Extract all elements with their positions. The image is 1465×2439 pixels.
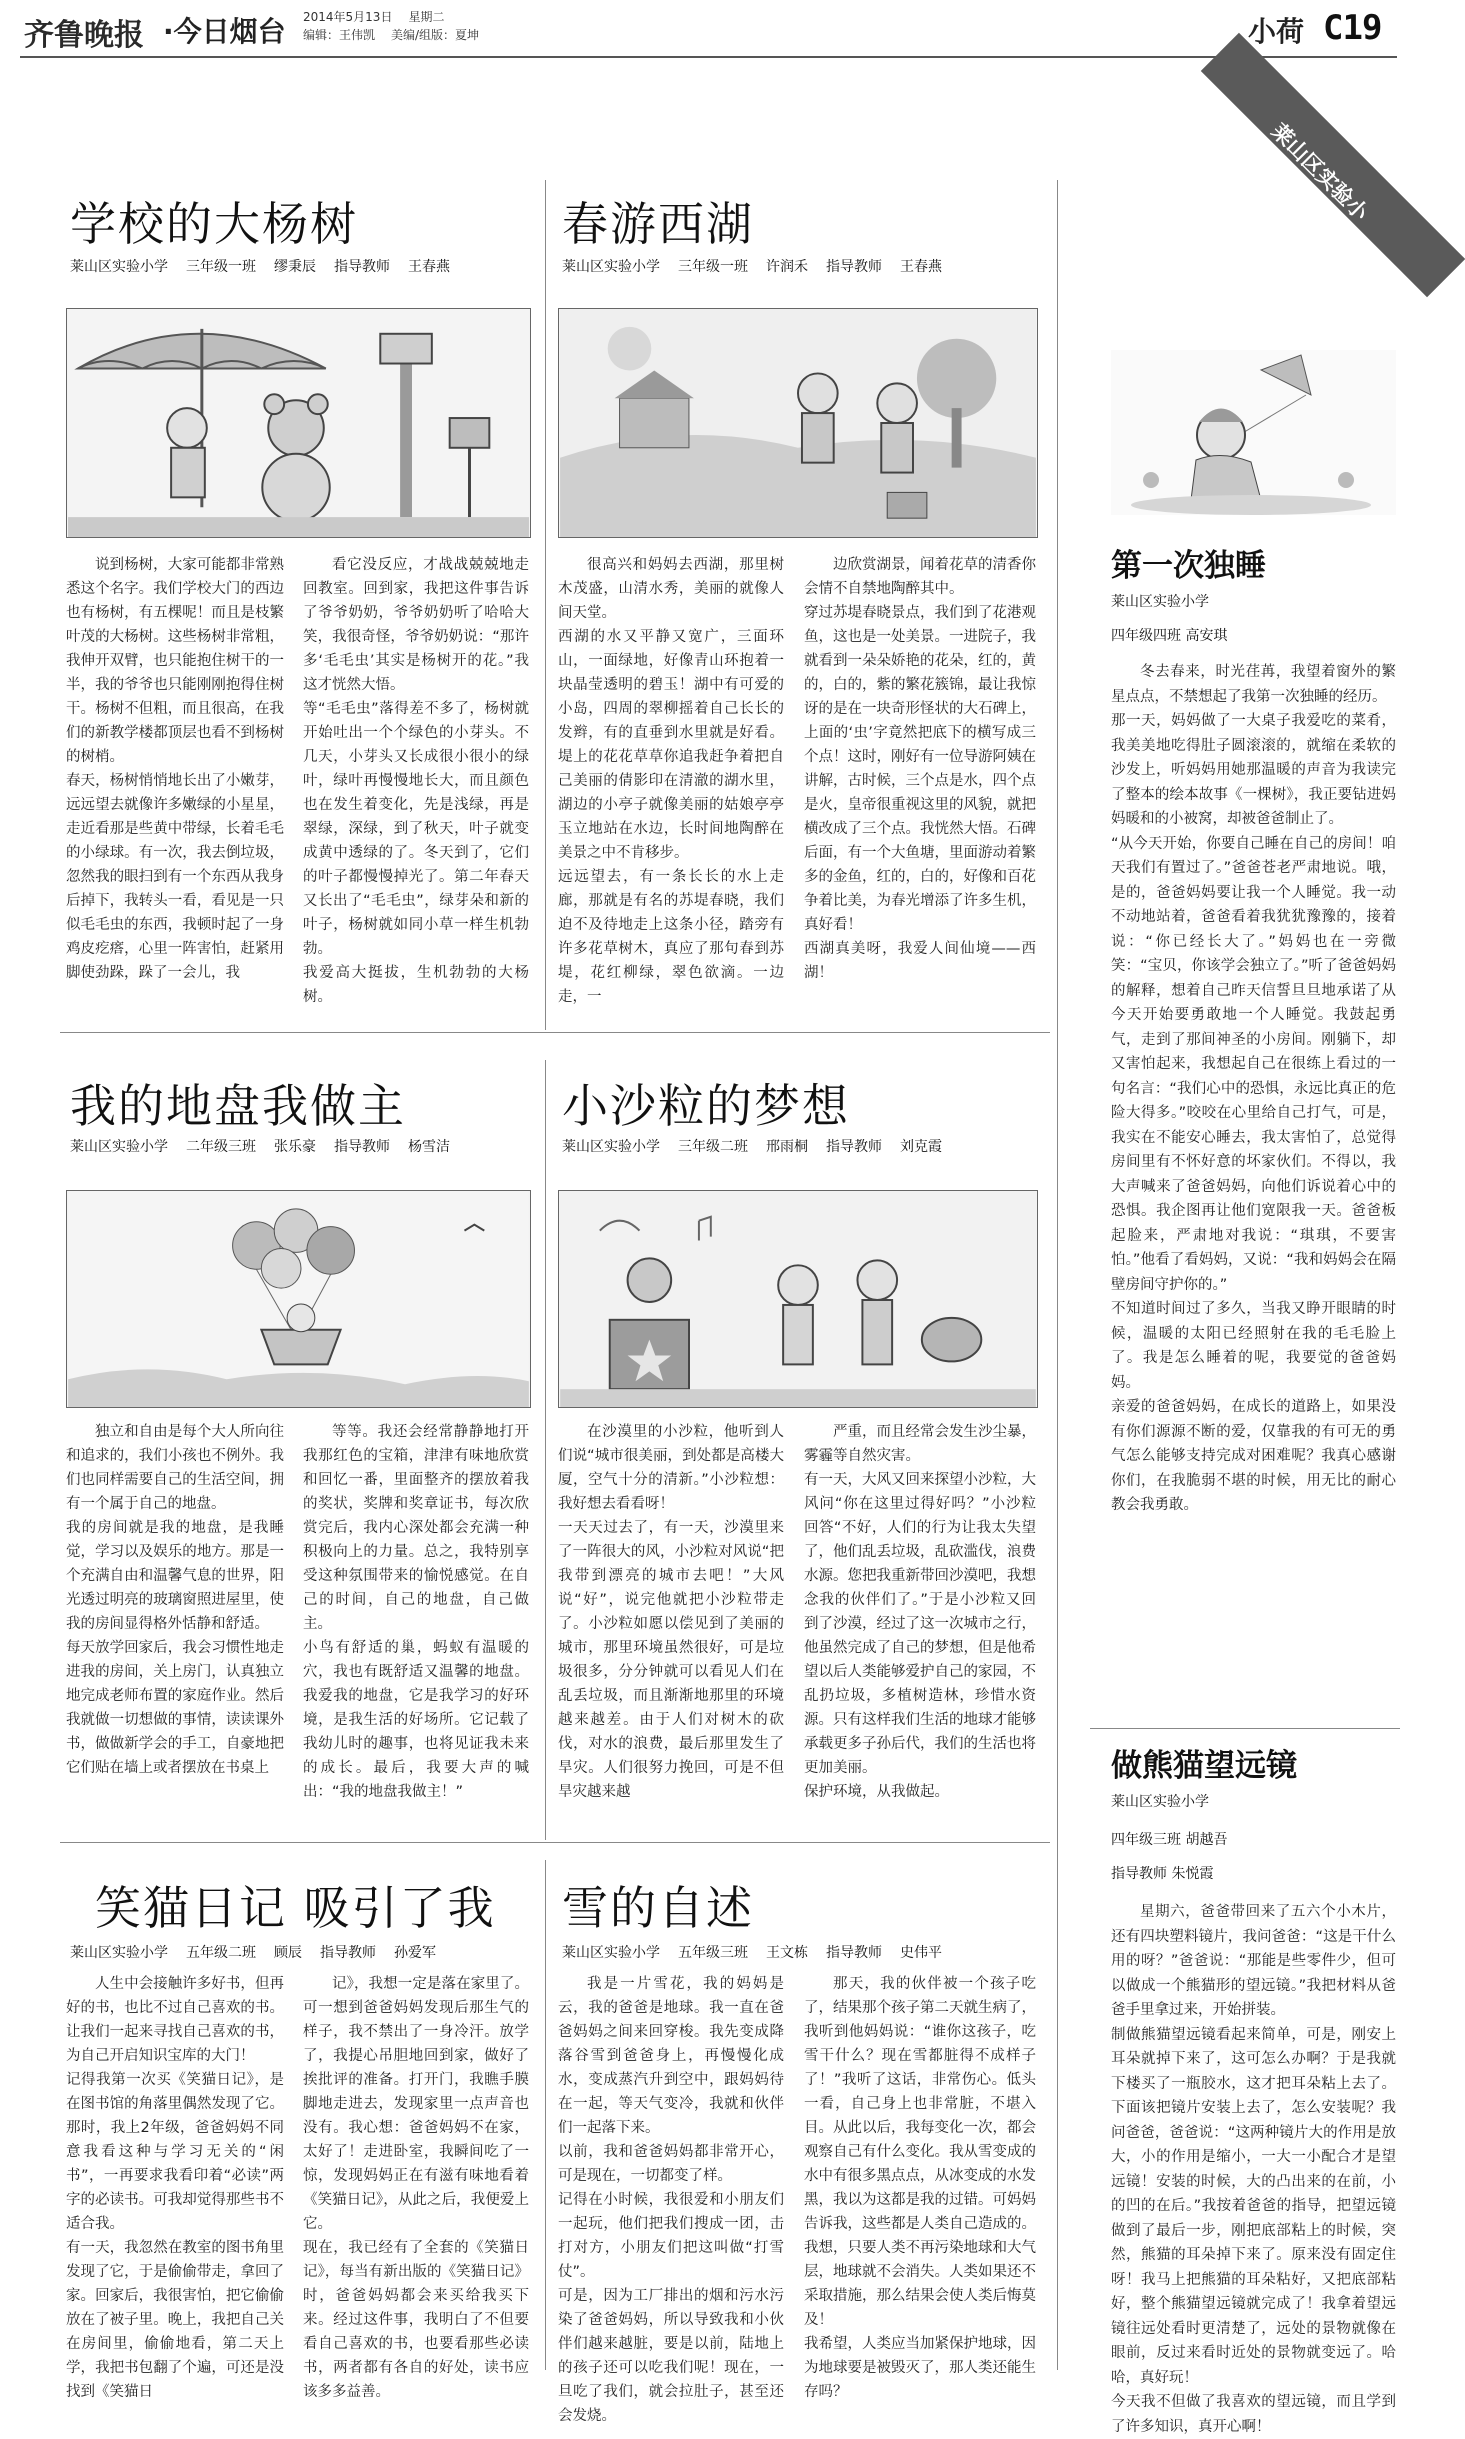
article-text: 那天，我的伙伴被一个孩子吃了，结果那个孩子第二天就生病了，我听到他妈妈说：“谁你这孩子，吃雪干什么？现在雪都脏得不成样子了！”我听了这话，非常伤心。低头一看，自己身上也非常脏，不堪入目。从此以后，我每变化一次，都会观察自己有什么变化。我从雪变成的水中有很多黑点点，从冰变成的水发黑，我以为这都是我的过错。可妈妈告诉我，这些都是人类自己造成的。我想，只要人类不再污染地球和大气层，地球就不会消失。人类如果还不采取措施，那么结果会使人类后悔莫及！ 我希望，人类应当加紧保护地球，因为地球要是被毁灭了，那人类还能生存吗？ [804, 1976, 1036, 2400]
byline-author: 邢雨桐 [766, 1139, 808, 1155]
article-text: 看它没反应，才战战兢兢地走回教室。回到家，我把这件事告诉了爷爷奶奶，爷爷奶奶听了哈哈大笑，我很奇怪，爷爷奶奶说：“那许多‘毛毛虫’其实是杨树开的花。”我这才恍然大悟。 等“毛毛虫”落得差不多了，杨树就开始吐出一个个绿色的小芽头。不几天，小芽头又长成很小很小的绿叶，绿叶再慢慢地长大，而且颜色也在发生着变化，先是浅绿，再是翠绿，深绿，到了秋天，叶子就变成黄中透绿的了。冬天到了，它们的叶子都慢慢掉光了。第二年春天又长出了“毛毛虫”，绿芽朵和新的叶子，杨树就如同小草一样生机勃勃。 我爱高大挺拔，生机勃勃的大杨树。 [303, 557, 529, 1005]
byline-teacher: 史伟平 [900, 1945, 942, 1961]
byline-teacher: 王春燕 [408, 259, 450, 275]
byline-class: 五年级二班 [186, 1945, 256, 1961]
byline-author: 王文栋 [766, 1945, 808, 1961]
masthead-rule [20, 56, 1397, 58]
article-column [558, 1972, 784, 2424]
byline-teacher: 杨雪洁 [408, 1139, 450, 1155]
byline [562, 1942, 960, 1962]
byline-teacher: 孙爱军 [394, 1945, 436, 1961]
byline-school: 莱山区实验小学 [70, 1945, 168, 1961]
sidebar-article-body [1111, 1900, 1396, 2435]
byline-author: 顾辰 [274, 1945, 302, 1961]
article-text: 独立和自由是每个大人所向往和追求的，我们小孩也不例外。我们也同样需要自己的生活空间，拥有一个属于自己的地盘。 我的房间就是我的地盘，是我睡觉，学习以及娱乐的地方。那是一个充满自由和温馨气息的世界，阳光透过明亮的玻璃窗照进屋里，使我的房间显得格外恬静和舒适。 每天放学回家后，我会习惯性地走进我的房间，关上房门，认真独立地完成老师布置的家庭作业。然后我就做一切想做的事情，读读课外书，做做新学会的手工，自豪地把它们贴在墙上或者摆放在书桌上 [66, 1424, 284, 1776]
article-text: 很高兴和妈妈去西湖，那里树木茂盛，山清水秀，美丽的就像人间天堂。 西湖的水又平静又宽广，三面环山，一面绿地，好像青山环抱着一块晶莹透明的碧玉！湖中有可爱的小岛，四周的翠柳摇着自己长长的发辫，有的直垂到水里就是好看。堤上的花花草草你追我赶争着把自己美丽的倩影印在清澈的湖水里，湖边的小亭子就像美丽的姑娘亭亭玉立地站在水边，长时间地陶醉在美景之中不肯移步。 远远望去，有一条长长的水上走廊，那就是有名的苏堤春晓，我们迫不及待地走上这条小径，踏旁有许多花草树木，真应了那句春到苏堤，花红柳绿，翠色欲滴。一边走，一 [558, 557, 784, 1005]
masthead [0, 0, 1417, 53]
byline-author: 张乐豪 [274, 1139, 316, 1155]
column-name: 小荷 [1248, 15, 1305, 48]
article-column [66, 1420, 284, 1835]
byline-school: 莱山区实验小学 [70, 259, 168, 275]
byline-school: 莱山区实验小学 [562, 1945, 660, 1961]
byline [562, 1136, 960, 1156]
article-title: 小沙粒的梦想 [562, 1079, 850, 1133]
article-column [303, 1420, 529, 1835]
article-column [558, 1420, 784, 1835]
sidebar-class-author: 四年级四班 高安琪 [1111, 628, 1228, 644]
issue-weekday: 星期二 [408, 10, 445, 24]
column-divider [545, 180, 546, 1030]
article-text: 记》，我想一定是落在家里了。可一想到爸爸妈妈发现后那生气的样子，我不禁出了一身冷汗。放学了，我提心吊胆地回到家，做好了挨批评的准备。打开门，我瞧手膜脚地走进去，发现家里一点声音也没有。我心想：爸爸妈妈不在家，太好了！走进卧室，我瞬间吃了一惊，发现妈妈正在有滋有味地看着《笑猫日记》，从此之后，我便爱上它。 现在，我已经有了全套的《笑猫日记》，每当有新出版的《笑猫日记》时，爸爸妈妈都会来买给我买下来。经过这件事，我明白了不但要看自己喜欢的书，也要看那些必读书，两者都有各自的好处，读书应该多多益善。 [303, 1976, 529, 2400]
section-name: ·今日烟台 [163, 15, 286, 48]
article-column [66, 1972, 284, 2400]
byline-teacher-label: 指导教师 [334, 1139, 390, 1155]
byline-teacher-label: 指导教师 [334, 259, 390, 275]
sidebar-article-text: 星期六，爸爸带回来了五六个小木片，还有四块塑料镜片，我问爸爸：“这是干什么用的呀？”爸爸说：“那能是些零件少，但可以做成一个熊猫形的望远镜。”我把材料从爸爸手里拿过来，开始拼装。 制做熊猫望远镜看起来简单，可是，刚安上耳朵就掉下来了，这可怎么办啊？于是我就下楼买了一瓶胶水，这才把耳朵粘上去了。下面该把镜片安装上去了，怎么安装呢？我问爸爸，爸爸说：“这两种镜片大的作用是放大，小的作用是缩小，一大一小配合才是望远镜！安装的时候，大的凸出来的在前，小的凹的在后。”我按着爸爸的指导，把望远镜做到了最后一步，刚把底部粘上的时候，突然，熊猫的耳朵掉下来了。原来没有固定住呀！我马上把熊猫的耳朵粘好，又把底部粘好，整个熊猫望远镜就完成了！我拿着望远镜往远处看时更清楚了，远处的景物就像在眼前，反过来看时近处的景物就变远了。哈哈，真好玩！ 今天我不但做了我喜欢的望远镜，而且学到了许多知识，真开心啊！ [1111, 1904, 1396, 2435]
column-divider [545, 1060, 546, 1840]
byline-teacher-label: 指导教师 [826, 1139, 882, 1155]
sidebar-class-author: 四年级三班 胡越吾 [1111, 1832, 1228, 1848]
byline [562, 256, 960, 276]
byline-class: 二年级三班 [186, 1139, 256, 1155]
byline-school: 莱山区实验小学 [562, 259, 660, 275]
article-title: 我的地盘我做主 [70, 1079, 406, 1133]
editor-credit: 编辑：王伟凯 [303, 28, 376, 42]
byline-school: 莱山区实验小学 [70, 1139, 168, 1155]
issue-info [303, 8, 479, 44]
byline-author: 许润禾 [766, 259, 808, 275]
byline [70, 1136, 468, 1156]
article-text: 等等。我还会经常静静地打开我那红色的宝箱，津津有味地欣赏和回忆一番，里面整齐的摆放着我的奖状，奖牌和奖章证书，每次欣赏完后，我内心深处都会充满一种积极向上的力量。总之，我特别享受这种氛围带来的愉悦感觉。在自己的时间，自己的地盘，自己做主。 小鸟有舒适的巢，蚂蚁有温暖的穴，我也有既舒适又温馨的地盘。我爱我的地盘，它是我学习的好环境，是我生活的好场所。它记载了我幼儿时的趣事，也将见证我未来的成长。最后，我要大声的喊出：“我的地盘我做主！” [303, 1424, 529, 1800]
article-column [558, 553, 784, 1018]
ribbon-text: 莱山区实验小学作文专版 [1255, 119, 1373, 237]
byline-class: 三年级二班 [678, 1139, 748, 1155]
byline-class: 三年级一班 [186, 259, 256, 275]
sidebar-article-title: 第一次独睡 [1111, 548, 1266, 584]
designer-credit: 美编/组版：夏坤 [391, 28, 480, 42]
section-divider [60, 1032, 1050, 1033]
sidebar-divider [1057, 180, 1058, 2370]
byline-teacher: 刘克霞 [900, 1139, 942, 1155]
article-column [303, 553, 529, 1018]
article-text: 在沙漠里的小沙粒，他听到人们说“城市很美丽，到处都是高楼大厦，空气十分的清新。”小沙粒想：我好想去看看呀！ 一天天过去了，有一天，沙漠里来了一阵很大的风，小沙粒对风说“把我带到漂亮的城市去吧！”大风说“好”，说完他就把小沙粒带走了。小沙粒如愿以偿见到了美丽的城市，那里环境虽然很好，可是垃圾很多，分分钟就可以看见人们在乱丢垃圾，而且渐渐地那里的环境越来越差。由于人们对树木的砍伐，对水的浪费，最后那里发生了旱灾。人们很努力挽回，可是不但旱灾越来越 [558, 1424, 784, 1800]
article-text: 严重，而且经常会发生沙尘暴，雾霾等自然灾害。 有一天，大风又回来探望小沙粒，大风问“你在这里过得好吗？”小沙粒回答“不好，人们的行为让我太失望了，他们乱丢垃圾，乱砍滥伐，浪费水源。您把我重新带回沙漠吧，我想念我的伙伴们了。”于是小沙粒又回到了沙漠，经过了这一次城市之行，他虽然完成了自己的梦想，但是他希望以后人类能够爱护自己的家园，不乱扔垃圾，多植树造林，珍惜水资源。只有这样我们生活的地球才能够承载更多子孙后代，我们的生活也将更加美丽。 保护环境，从我做起。 [804, 1424, 1036, 1800]
byline-school: 莱山区实验小学 [562, 1139, 660, 1155]
byline-teacher-label: 指导教师 [320, 1945, 376, 1961]
article-text: 人生中会接触许多好书，但再好的书，也比不过自己喜欢的书。让我们一起来寻找自己喜欢的书，为自己开启知识宝库的大门！ 记得我第一次买《笑猫日记》，是在图书馆的角落里偶然发现了它。那时，我上2年级，爸爸妈妈不同意我看这种与学习无关的“闲书”，一再要求我看印着“必读”两字的必读书。可我却觉得那些书不适合我。 有一天，我忽然在教室的图书角里发现了它，于是偷偷带走，拿回了家。回家后，我很害怕，把它偷偷放在了被子里。晚上，我把自己关在房间里，偷偷地看，第二天上学，我把书包翻了个遍，可还是没找到《笑猫日 [66, 1976, 284, 2400]
girl-kite-illustration [1111, 350, 1396, 515]
byline-teacher: 王春燕 [900, 259, 942, 275]
balloon-illustration [66, 1190, 531, 1408]
article-column [804, 553, 1036, 1018]
article-column [66, 553, 284, 1018]
article-column [804, 1972, 1036, 2400]
byline [70, 256, 468, 276]
article-text: 我是一片雪花，我的妈妈是云，我的爸爸是地球。我一直在爸爸妈妈之间来回穿梭。我先变成降落谷雪到爸爸身上，再慢慢化成水，变成蒸汽升到空中，跟妈妈待在一起，等天气变冷，我就和伙伴们一起落下来。 以前，我和爸爸妈妈都非常开心，可是现在，一切都变了样。 记得在小时候，我很爱和小朋友们一起玩，他们把我们搜成一团，击打对方，小朋友们把这叫做“打雪仗”。 可是，因为工厂排出的烟和污水污染了爸爸妈妈，所以导致我和小伙伴们越来越脏，要是以前，陆地上的孩子还可以吃我们呢！现在，一旦吃了我们，就会拉肚子，甚至还会发烧。 [558, 1976, 784, 2424]
section-divider [60, 1842, 1050, 1843]
sidebar-article-title: 做熊猫望远镜 [1111, 1748, 1297, 1784]
sidebar-article-body [1111, 660, 1396, 1690]
byline-teacher-label: 指导教师 [826, 1945, 882, 1961]
sidebar-divider [1090, 1728, 1400, 1729]
corner-ribbon [1201, 33, 1465, 297]
article-text: 边欣赏湖景，闻着花草的清香你会情不自禁地陶醉其中。 穿过苏堤春晓景点，我们到了花港观鱼，这也是一处美景。一进院子，我就看到一朵朵娇艳的花朵，红的，黄的，白的，紫的繁花簇锦，最让我惊讶的是在一块奇形怪状的大石碑上，上面的‘虫’字竟然把底下的横写成三个点！这时，刚好有一位导游阿姨在讲解，古时候，三个点是水，四个点是火，皇帝很重视这里的风貌，就把横改成了三个点。我恍然大悟。石碑后面，有一个大鱼塘，里面游动着繁多的金鱼，红的，白的，好像和百花争着比美，为春光增添了许多生机，真好看！ 西湖真美呀，我爱人间仙境——西湖！ [804, 557, 1036, 981]
article-title: 笑猫日记 吸引了我 [95, 1881, 496, 1935]
article-title: 雪的自述 [562, 1881, 754, 1935]
article-column [303, 1972, 529, 2400]
article-column [804, 1420, 1036, 1835]
issue-date: 2014年5月13日 [303, 10, 393, 24]
byline [70, 1942, 454, 1962]
article-text: 说到杨树，大家可能都非常熟悉这个名字。我们学校大门的西边也有杨树，有五棵呢！而且是枝繁叶茂的大杨树。这些杨树非常粗，我伸开双臂，也只能抱住树干的一半，我的爷爷也只能刚刚抱得住树干。杨树不但粗，而且很高，在我们的新教学楼都顶层也看不到杨树的树梢。 春天，杨树悄悄地长出了小嫩芽，远远望去就像许多嫩绿的小星星，走近看那是些黄中带绿，长着毛毛的小绿球。有一次，我去倒垃圾，忽然我的眼扫到有一个东西从我身后掉下，我转头一看，看见是一只似毛毛虫的东西，我顿时起了一身鸡皮疙瘩，心里一阵害怕，赶紧用脚使劲跺，跺了一会儿，我 [66, 557, 284, 981]
spring-outing-illustration [558, 308, 1038, 538]
music-illustration [558, 1190, 1038, 1408]
sidebar-article-text: 冬去春来，时光荏苒，我望着窗外的繁星点点，不禁想起了我第一次独睡的经历。 那一天，妈妈做了一大桌子我爱吃的菜肴，我美美地吃得肚子圆滚滚的，就缩在柔软的沙发上，听妈妈用她那温暖的声音为我读完了整本的绘本故事《一棵树》，我正要钻进妈妈暖和的小被窝，却被爸爸制止了。 “从今天开始，你要自己睡在自己的房间！咱天我们有置过了。”爸爸苍老严肃地说。哦，是的，爸爸妈妈要让我一个人睡觉。我一动不动地站着，爸爸看着我犹犹豫豫的，接着说：“你已经长大了。”妈妈也在一旁微笑：“宝贝，你该学会独立了。”听了爸爸妈妈的解释，想着自己昨天信誓旦旦地承诺了从今天开始要勇敢地一个人睡觉。我鼓起勇气，走到了那间神圣的小房间。刚躺下，却又害怕起来，我想起自己在很练上看过的一句名言：“我们心中的恐惧，永远比真正的危险大得多。”咬咬在心里给自己打气，可是，我实在不能安心睡去，我太害怕了，总觉得房间里有不怀好意的坏家伙们。不得以，我大声喊来了爸爸妈妈，向他们诉说着心中的恐惧。我企图再让他们宽限我一天。爸爸板起脸来，严肃地对我说：“琪琪，不要害怕。”他看了看妈妈，又说：“我和妈妈会在隔壁房间守护你的。” 不知道时间过了多久，当我又睁开眼睛的时候，温暖的太阳已经照射在我的毛毛脸上了。我是怎么睡着的呢，我要觉的爸爸妈妈。 亲爱的爸爸妈妈，在成长的道路上，如果没有你们源源不断的爱，仅靠我的有可无的勇气怎么能够支持完成对困难呢？我真心感谢你们，在我脆弱不堪的时候，用无比的耐心教会我勇敢。 [1111, 664, 1396, 1513]
byline-teacher-label: 指导教师 [826, 259, 882, 275]
newspaper-name: 齐鲁晚报 [24, 18, 144, 53]
byline-author: 缪秉辰 [274, 259, 316, 275]
byline-class: 三年级一班 [678, 259, 748, 275]
column-divider [545, 1860, 546, 2370]
article-title: 春游西湖 [562, 197, 754, 251]
umbrella-illustration [66, 308, 531, 538]
page-number: C19 [1323, 8, 1382, 48]
sidebar-school: 莱山区实验小学 [1111, 594, 1209, 610]
sidebar-school: 莱山区实验小学 [1111, 1794, 1209, 1810]
byline-class: 五年级三班 [678, 1945, 748, 1961]
article-title: 学校的大杨树 [70, 197, 358, 251]
sidebar-teacher: 指导教师 朱悦霞 [1111, 1866, 1214, 1882]
